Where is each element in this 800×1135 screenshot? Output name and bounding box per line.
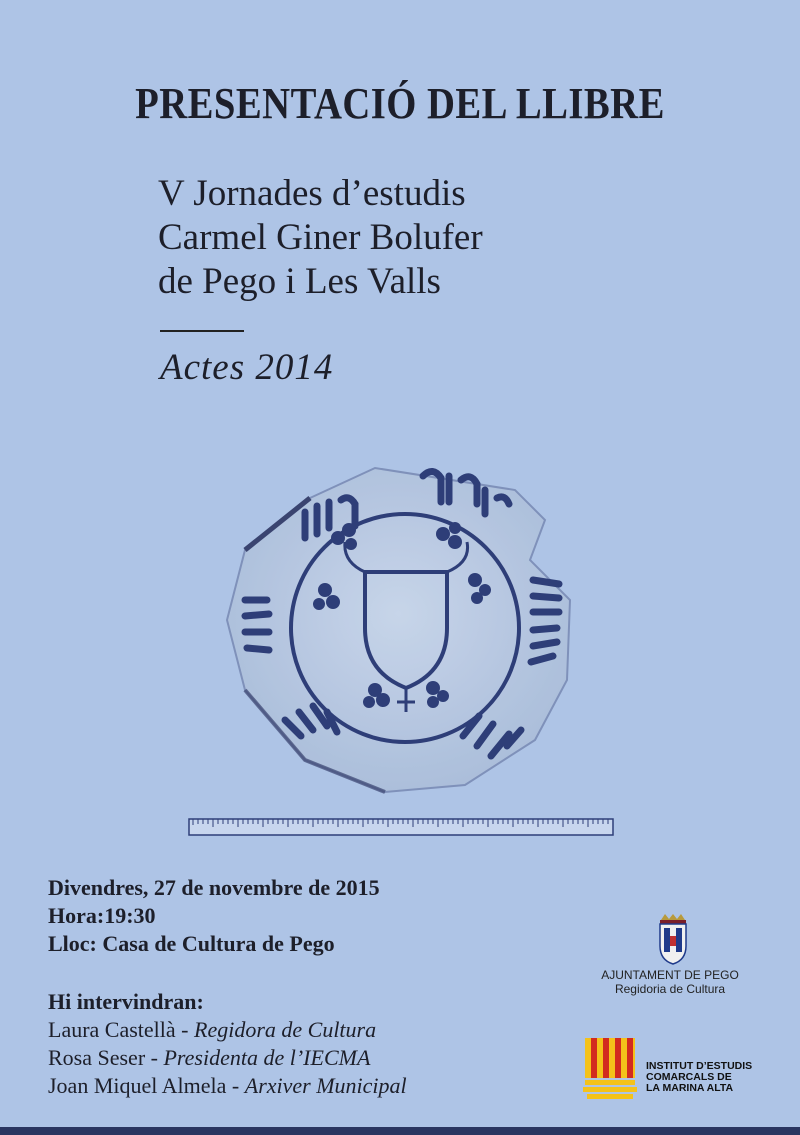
page-title: PRESENTACIÓ DEL LLIBRE <box>135 79 665 128</box>
speaker-separator: - <box>175 1017 194 1042</box>
iecma-line-1: INSTITUT D’ESTUDIS <box>646 1060 753 1072</box>
subtitle-line-3: de Pego i Les Valls <box>158 261 441 302</box>
ceramic-plate-image <box>215 450 585 804</box>
divider <box>160 330 244 332</box>
event-date: Divendres, 27 de novembre de 2015 <box>48 875 380 900</box>
subtitle-line-1: V Jornades d’estudis <box>158 173 466 214</box>
edition-label: Actes 2014 <box>160 347 334 388</box>
speaker-separator: - <box>226 1073 245 1098</box>
ajuntament-line-1: AJUNTAMENT DE PEGO <box>601 968 739 982</box>
event-place: Lloc: Casa de Cultura de Pego <box>48 931 335 956</box>
speaker-role: Arxiver Municipal <box>244 1073 407 1098</box>
speakers-heading: Hi intervindran: <box>48 989 204 1014</box>
ajuntament-name <box>580 968 760 996</box>
subtitle-line-2: Carmel Giner Bolufer <box>158 217 483 258</box>
iecma-logo-icon <box>583 1034 637 1104</box>
iecma-line-3: LA MARINA ALTA <box>646 1082 734 1094</box>
speaker-name: Laura Castellà <box>48 1017 176 1042</box>
event-time: Hora:19:30 <box>48 903 156 928</box>
speaker-name: Rosa Seser <box>48 1045 146 1070</box>
speaker-row <box>48 1016 376 1044</box>
speaker-name: Joan Miquel Almela <box>48 1073 227 1098</box>
speaker-row <box>48 1044 370 1072</box>
ajuntament-line-2: Regidoria de Cultura <box>614 982 726 996</box>
iecma-name <box>646 1061 752 1094</box>
bottom-border <box>0 1127 800 1135</box>
speaker-role: Presidenta de l’IECMA <box>163 1045 371 1070</box>
speaker-role: Regidora de Cultura <box>194 1017 377 1042</box>
speaker-separator: - <box>145 1045 164 1070</box>
scale-ruler <box>188 818 614 836</box>
speaker-row <box>48 1072 407 1100</box>
ajuntament-crest-icon <box>650 914 696 970</box>
iecma-line-2: COMARCALS DE <box>646 1071 732 1083</box>
